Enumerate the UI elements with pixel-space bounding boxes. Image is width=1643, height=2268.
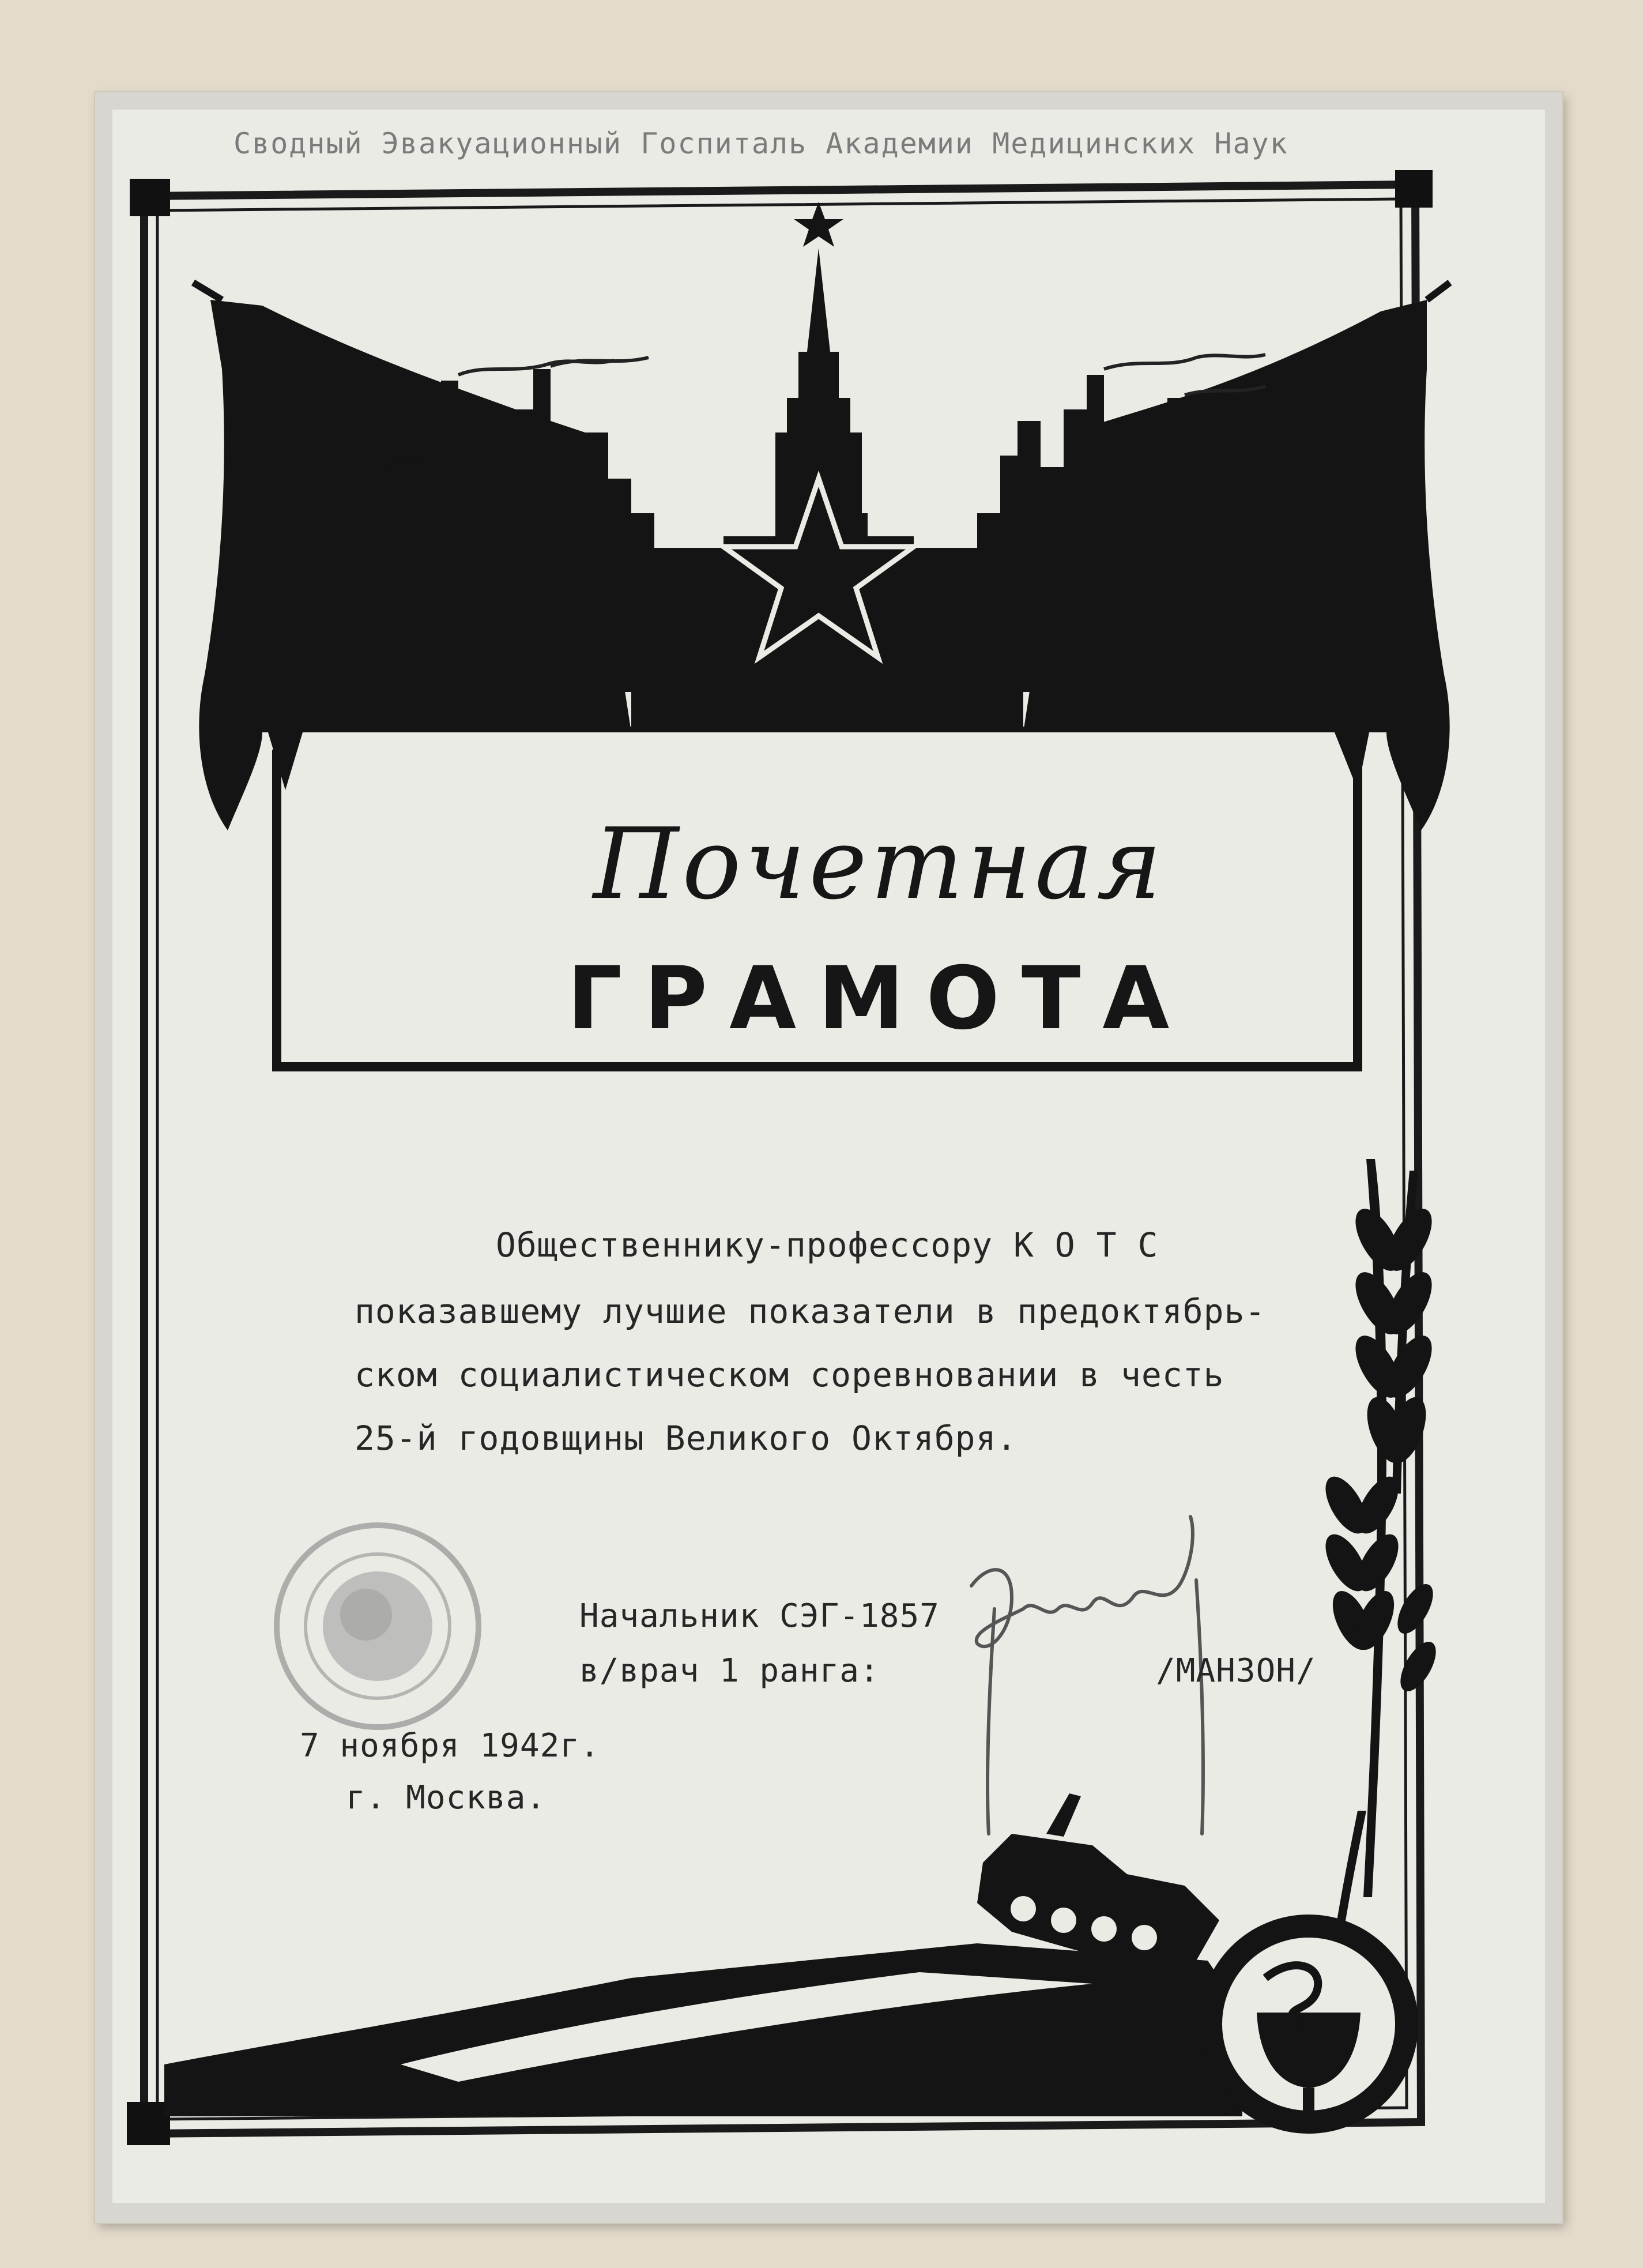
photo-print [95, 92, 1562, 2223]
signatory-title: Начальник СЭГ-1857 [579, 1597, 940, 1635]
certificate-paper [112, 110, 1545, 2203]
body-line-3: ском социалистическом соревновании в честь [355, 1355, 1224, 1394]
body-line-1: Общественнику-профессору К О Т С [496, 1225, 1159, 1265]
header-faint-text: Сводный Эвакуационный Госпиталь Академии Медицинских Наук [233, 127, 1288, 160]
tower-star-icon [794, 202, 843, 247]
document-date: 7 ноября 1942г. [300, 1727, 600, 1765]
signatory-name: /МАНЗОН/ [1156, 1652, 1316, 1690]
body-line-4: 25-й годовщины Великого Октября. [355, 1419, 1018, 1458]
certificate-artwork [112, 110, 1545, 2203]
flag-left-pole [193, 283, 222, 300]
medical-emblem-icon [1199, 1915, 1418, 2134]
document-place: г. Москва. [346, 1779, 547, 1816]
body-line-2: показавшему лучшие показатели в предоктябрь- [355, 1292, 1266, 1331]
signatory-rank: в/врач 1 ранга: [579, 1652, 880, 1690]
stamp-seal [277, 1525, 478, 1727]
flag-right-pole [1427, 283, 1450, 300]
title-script: Почетная [593, 807, 1166, 922]
smoke-trails [458, 355, 1265, 395]
title-block: ГРАМОТА [567, 949, 1192, 1049]
